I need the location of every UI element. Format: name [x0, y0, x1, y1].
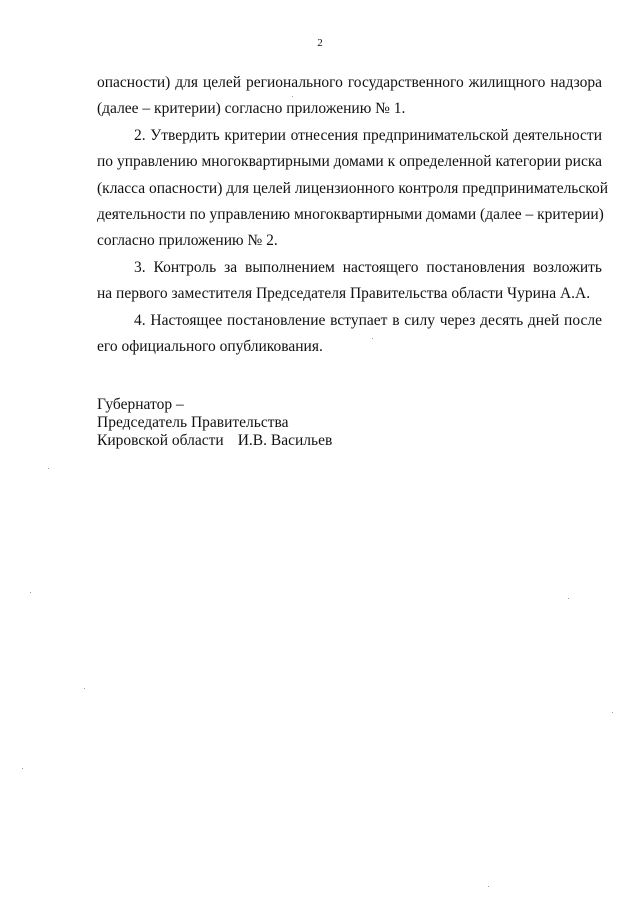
- text-line: опасности) для целей регионального государственного жилищного надзора: [97, 74, 602, 91]
- text-line: деятельности по управлению многоквартирными домами (далее – критерии): [97, 206, 604, 224]
- text-line: 3. Контроль за выполнением настоящего постановления возложить: [134, 258, 602, 276]
- signatory-title-line: [97, 432, 332, 450]
- text-line: 4. Настоящее постановление вступает в силу через десять дней после: [134, 311, 602, 329]
- scan-speck: [488, 886, 489, 887]
- scan-speck: [372, 338, 373, 339]
- scan-speck: [30, 592, 31, 593]
- scan-speck: [568, 598, 569, 599]
- paragraph-4: [97, 308, 602, 361]
- text-line: его официального опубликования.: [97, 338, 323, 356]
- text-line: по управлению многоквартирными домами к определенной категории риска: [97, 153, 602, 171]
- document-body: [97, 70, 609, 360]
- signatory-name: И.В. Васильев: [237, 432, 333, 449]
- scan-speck: [22, 768, 23, 769]
- text-line: (далее – критерии) согласно приложению № 1.: [97, 100, 406, 118]
- text-line: 2. Утвердить критерии отнесения предпринимательской деятельности: [134, 126, 602, 144]
- signatory-title-line: Председатель Правительства: [97, 414, 289, 431]
- text-line: согласно приложению № 2.: [97, 232, 278, 250]
- signature-block: [97, 396, 332, 450]
- signatory-region: Кировской области: [97, 432, 224, 449]
- scan-speck: [84, 688, 85, 689]
- text-line: (класса опасности) для целей лицензионного контроля предпринимательской: [97, 179, 609, 197]
- signatory-title-line: Губернатор –: [97, 396, 184, 413]
- text-line: на первого заместителя Председателя Правительства области Чурина А.А.: [97, 285, 591, 303]
- scan-speck: [612, 712, 613, 713]
- scan-speck: [48, 468, 49, 469]
- scan-speck: [292, 96, 293, 97]
- page-number: 2: [317, 37, 323, 49]
- paragraph-3: [97, 255, 602, 308]
- paragraph-1-continuation: [97, 70, 602, 123]
- paragraph-2: [97, 123, 609, 255]
